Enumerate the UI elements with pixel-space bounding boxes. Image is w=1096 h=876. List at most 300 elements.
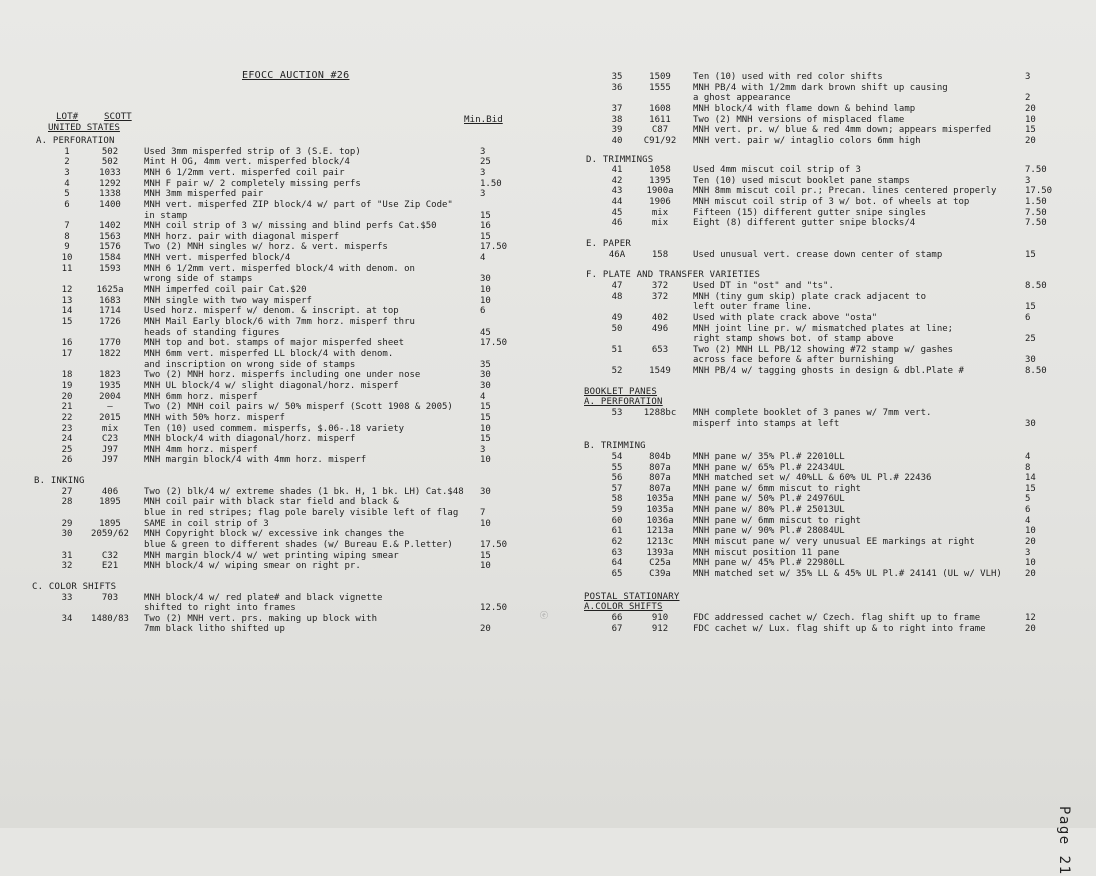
min-bid: 7.50 [1025, 218, 1047, 229]
lot-number: 63 [611, 547, 623, 558]
section-subheading: A. PERFORATION [584, 397, 663, 408]
lot-description: MNH imperfed coil pair Cat.$20 [144, 285, 307, 296]
lot-row [580, 218, 1050, 229]
min-bid: 15 [1025, 249, 1036, 260]
lot-description: Two (2) MNH horz. misperfs including one under nose [144, 370, 421, 381]
min-bid: 3 [1025, 175, 1031, 186]
lot-description: MNH pane w/ 50% Pl.# 24976UL [693, 494, 845, 505]
scott-number: 1549 [649, 366, 671, 377]
lot-row [26, 603, 508, 614]
lot-row [26, 614, 500, 625]
lot-number: 46 [611, 218, 623, 229]
lot-description: MNH block/4 w/ wiping smear on right pr. [144, 561, 361, 572]
lot-number: 11 [61, 263, 73, 274]
min-bid: 10 [480, 285, 491, 296]
min-bid: 20 [1025, 537, 1036, 548]
lot-description: MNH miscut position 11 pane [693, 547, 840, 558]
scott-number: 2015 [99, 412, 121, 423]
min-bid: 25 [480, 157, 491, 168]
scott-number: 910 [651, 612, 669, 623]
lot-row [26, 168, 500, 179]
scott-number: 1895 [99, 518, 121, 529]
scott-number: 1714 [99, 306, 121, 317]
lot-number: 66 [611, 612, 623, 623]
scott-number: 1213a [646, 526, 674, 537]
lot-row [26, 306, 500, 317]
section-heading: POSTAL STATIONARY [584, 591, 680, 602]
lot-number: 43 [611, 186, 623, 197]
min-bid: 2 [1025, 93, 1031, 104]
scott-number: mix [101, 423, 119, 434]
lot-row [580, 176, 1050, 187]
lot-description: Two (2) MNH versions of misplaced flame [693, 114, 905, 125]
lot-description: in stamp [144, 210, 188, 221]
scott-number: 1402 [99, 221, 121, 232]
min-bid: 20 [1025, 135, 1036, 146]
lot-row [580, 569, 1050, 580]
scott-number: 1400 [99, 199, 121, 210]
lot-description: MNH miscut coil strip of 3 w/ bot. of wheels at top [693, 197, 970, 208]
lot-row [26, 370, 500, 381]
lot-description: and inscription on wrong side of stamps [144, 359, 356, 370]
scott-number: 1900a [646, 186, 674, 197]
lot-row [26, 296, 500, 307]
lot-row [26, 349, 500, 360]
lot-description: MNH F pair w/ 2 completely missing perfs [144, 178, 361, 189]
lot-number: 15 [61, 317, 73, 327]
lot-row [580, 208, 1050, 219]
lot-row [26, 624, 500, 635]
min-bid: 10 [1025, 526, 1036, 537]
scott-number: C87 [651, 125, 669, 136]
section-heading: F. PLATE AND TRANSFER VARIETIES [586, 270, 761, 281]
lot-row [26, 242, 508, 253]
section-heading: A. PERFORATION [36, 136, 115, 146]
lot-number: 38 [611, 114, 623, 125]
lot-row [580, 484, 1050, 495]
lot-description: MNH block/4 with diagonal/horz. misperf [144, 434, 356, 445]
left-column [26, 0, 508, 828]
lot-number: 3 [64, 167, 70, 178]
section-heading: C. COLOR SHIFTS [32, 581, 117, 592]
lot-row [26, 593, 500, 604]
lot-description: Ten (10) used miscut booklet pane stamps [693, 175, 910, 186]
scott-number: 1611 [649, 114, 671, 125]
min-bid: 30 [480, 380, 491, 391]
lot-row [26, 157, 500, 168]
lot-row [26, 189, 500, 200]
lot-number: 61 [611, 526, 623, 537]
lot-number: 41 [611, 165, 623, 176]
lot-number: 45 [611, 207, 623, 218]
lot-number: 13 [61, 295, 73, 306]
lot-row [580, 516, 1050, 527]
lot-row [580, 355, 1050, 366]
lot-description: Used 3mm misperfed strip of 3 (S.E. top) [144, 146, 361, 157]
scott-number: 2004 [99, 391, 121, 402]
lot-row [26, 497, 500, 508]
min-bid: 10 [480, 423, 491, 434]
lot-number: 9 [64, 242, 70, 253]
min-bid: 3 [480, 444, 486, 455]
lot-number: 49 [611, 312, 623, 323]
lot-number: 64 [611, 558, 623, 569]
lot-description: blue & green to different shades (w/ Bureau E.& P.letter) [144, 539, 453, 550]
min-bid: 20 [1025, 569, 1036, 579]
lot-row [580, 186, 1053, 197]
min-bid: 4 [1025, 515, 1031, 526]
lot-row [26, 434, 500, 445]
min-bid: 10 [480, 455, 491, 466]
scott-number: 1895 [99, 497, 121, 508]
min-bid: 15 [480, 402, 491, 413]
scott-number: 804b [649, 451, 671, 462]
lot-number: 22 [61, 412, 73, 423]
lot-row [26, 539, 508, 551]
min-bid: 15 [480, 550, 491, 561]
scott-number: 807a [649, 483, 671, 494]
min-bid: 4 [1025, 451, 1031, 462]
lot-description: right stamp shows bot. of stamp above [693, 334, 894, 345]
lot-row [580, 463, 1050, 474]
scott-number: 1608 [649, 103, 671, 114]
lot-description: MNH matched set w/ 40%LL & 60% UL Pl.# 22436 [693, 473, 932, 484]
min-bid: 30 [480, 370, 491, 381]
lot-description: Used DT in "ost" and "ts". [693, 280, 834, 291]
section-heading: B. INKING [34, 476, 85, 487]
lot-description: shifted to right into frames [144, 603, 296, 614]
lot-description: Used unusual vert. crease down center of stamp [693, 249, 943, 260]
lot-row [26, 402, 500, 413]
lot-number: 19 [61, 380, 73, 391]
lot-description: MNH 8mm miscut coil pr.; Precan. lines centered properly [693, 186, 997, 197]
scott-number: 807a [649, 462, 671, 473]
section-heading: D. TRIMMINGS [586, 154, 654, 165]
section-heading: E. PAPER [586, 239, 631, 250]
min-bid: 20 [480, 624, 491, 635]
lot-description: MNH 6mm vert. misperfed LL block/4 with denom. [144, 348, 394, 359]
lot-description: FDC cachet w/ Lux. flag shift up & to right into frame [693, 623, 986, 634]
lot-description: MNH PB/4 w/ tagging ghosts in design & dbl.Plate # [693, 366, 964, 377]
section-heading: B. TRIMMING [584, 441, 646, 452]
lot-number: 2 [64, 157, 70, 168]
lot-row [26, 529, 500, 540]
scott-number: 1625a [96, 285, 124, 296]
min-bid: 20 [1025, 623, 1036, 634]
smudge-mark: ⓔ [540, 611, 548, 620]
min-bid: 8 [1025, 462, 1031, 473]
scott-number: 1823 [99, 370, 121, 381]
lot-row [580, 313, 1050, 324]
lot-row [580, 613, 1050, 624]
lot-number: 65 [611, 569, 623, 579]
min-bid: 15 [480, 231, 491, 242]
lot-description: MNH pane w/ 65% Pl.# 22434UL [693, 462, 845, 473]
scott-number: 1393a [646, 547, 674, 558]
scott-number: 1555 [649, 82, 671, 93]
lot-row [26, 253, 500, 264]
lot-row [26, 147, 500, 158]
lot-description: MNH pane w/ 6mm miscut to right [693, 515, 861, 526]
lot-row [26, 317, 500, 328]
scott-number: — [107, 402, 113, 413]
min-bid: 6 [1025, 312, 1031, 323]
scott-number: 653 [651, 344, 669, 355]
scott-number: mix [651, 207, 669, 218]
scott-number: 1770 [99, 338, 121, 349]
scott-number: E21 [101, 561, 119, 572]
lot-number: 53 [611, 407, 623, 418]
lot-number: 18 [61, 370, 73, 381]
min-bid: 10 [1025, 114, 1036, 125]
lot-description: MNH joint line pr. w/ mismatched plates at line; [693, 323, 954, 334]
lot-row [26, 285, 500, 296]
min-bid: 15 [1025, 125, 1036, 136]
min-bid: 15 [480, 412, 491, 423]
lot-number: 37 [611, 103, 623, 114]
lot-row [580, 494, 1050, 505]
scott-number: 1035a [646, 494, 674, 505]
min-bid: 20 [1025, 103, 1036, 114]
lot-number: 30 [61, 529, 73, 540]
lot-number: 29 [61, 518, 73, 529]
lot-description: 7mm black litho shifted up [144, 624, 285, 635]
lot-number: 27 [61, 486, 73, 497]
lot-description: MNH top and bot. stamps of major misperfed sheet [144, 338, 405, 349]
scott-number: 496 [651, 323, 669, 334]
lot-description: MNH vert. misperfed ZIP block/4 w/ part of "Use Zip Code" [144, 199, 453, 210]
scott-number: 406 [101, 486, 119, 497]
lot-description: heads of standing figures [144, 327, 280, 338]
lot-number: 24 [61, 434, 73, 445]
lot-row [26, 424, 500, 435]
scott-number: 1292 [99, 178, 121, 189]
lot-description: MNH pane w/ 45% Pl.# 22980LL [693, 558, 845, 569]
right-column [580, 0, 1053, 828]
lot-row [26, 200, 500, 211]
lot-number: 48 [611, 291, 623, 302]
min-bid: 15 [1025, 483, 1036, 494]
min-bid: 3 [1025, 72, 1031, 82]
lot-description: Two (2) MNH coil pairs w/ 50% misperf (Scott 1908 & 2005) [144, 402, 453, 413]
scott-number: 1563 [99, 231, 121, 242]
min-bid: 17.50 [1025, 186, 1053, 197]
min-bid: 3 [480, 146, 486, 157]
lot-number: 25 [61, 444, 73, 455]
lot-row [26, 487, 500, 498]
scott-number: 1584 [99, 253, 121, 264]
lot-number: 4 [64, 178, 70, 189]
min-bid: 8.50 [1025, 280, 1047, 291]
lot-description: MNH matched set w/ 35% LL & 45% UL Pl.# 24141 (UL w/ VLH) [693, 569, 1002, 579]
lot-row [26, 274, 500, 285]
min-bid: 12.50 [480, 603, 508, 614]
section-subheading: A.COLOR SHIFTS [584, 602, 663, 613]
page-title: EFOCC AUCTION #26 [242, 70, 350, 81]
lot-description: MNH single with two way misperf [144, 295, 312, 306]
lot-number: 32 [61, 561, 73, 572]
lot-row [580, 334, 1050, 345]
lot-row [580, 537, 1050, 548]
scott-number: 1288bc [643, 407, 677, 418]
min-bid: 1.50 [480, 178, 502, 189]
lot-number: 26 [61, 455, 73, 466]
lot-description: Used 4mm miscut coil strip of 3 [693, 165, 861, 176]
scott-number: 372 [651, 291, 669, 302]
lot-number: 5 [64, 189, 70, 200]
page-number: Page 21 [1056, 806, 1072, 876]
lot-row [26, 360, 500, 371]
lot-row [580, 72, 1050, 83]
lot-row [26, 455, 500, 466]
lot-description: MNH complete booklet of 3 panes w/ 7mm vert. [693, 407, 932, 418]
scott-number: 1726 [99, 317, 121, 327]
min-bid-header: Min.Bid [464, 114, 503, 125]
lot-row [580, 83, 1050, 94]
lot-row [26, 561, 500, 572]
lot-number: 20 [61, 391, 73, 402]
min-bid: 15 [480, 434, 491, 445]
lot-row [580, 548, 1050, 559]
lot-number: 36 [611, 82, 623, 93]
lot-description: MNH coil pair with black star field and black & [144, 497, 399, 508]
lot-description: Used with plate crack above "osta" [693, 312, 878, 323]
min-bid: 14 [1025, 473, 1036, 484]
min-bid: 7.50 [1025, 165, 1047, 176]
lot-row [580, 505, 1050, 516]
scott-number: 158 [651, 249, 669, 260]
min-bid: 17.50 [480, 338, 508, 349]
scott-number: 1033 [99, 167, 121, 178]
lot-description: MNH Mail Early block/6 with 7mm horz. misperf thru [144, 317, 415, 327]
scott-number: C23 [101, 434, 119, 445]
lot-row [580, 624, 1050, 635]
lot-row [26, 413, 500, 424]
lot-description: MNH pane w/ 90% Pl.# 28084UL [693, 526, 845, 537]
min-bid: 30 [1025, 355, 1036, 366]
scott-number: 1338 [99, 189, 121, 200]
scott-number: 703 [101, 592, 119, 603]
min-bid: 10 [480, 561, 491, 572]
lot-row [580, 197, 1050, 208]
lot-description: MNH pane w/ 35% Pl.# 22010LL [693, 451, 845, 462]
lot-row [26, 264, 500, 275]
min-bid: 6 [1025, 505, 1031, 516]
min-bid: 3 [1025, 547, 1031, 558]
lot-row [26, 221, 500, 232]
lot-description: MNH miscut pane w/ very unusual EE markings at right [693, 537, 975, 548]
scott-number: 502 [101, 146, 119, 157]
lot-number: 21 [61, 402, 73, 413]
lot-number: 40 [611, 135, 623, 146]
lot-description: MNH (tiny gum skip) plate crack adjacent to [693, 291, 926, 302]
scott-number: 1058 [649, 165, 671, 176]
lot-description: MNH block/4 w/ red plate# and black vignette [144, 592, 383, 603]
lot-description: MNH margin block/4 with 4mm horz. misperf [144, 455, 367, 466]
lot-row [580, 473, 1050, 484]
lot-row [580, 136, 1050, 147]
lot-description: MNH pane w/ 6mm miscut to right [693, 483, 861, 494]
lot-number: 1 [64, 146, 70, 157]
min-bid: 45 [480, 327, 491, 338]
lot-number: 58 [611, 494, 623, 505]
lot-description: MNH Copyright block w/ excessive ink changes the [144, 529, 405, 540]
lot-row [580, 93, 1050, 104]
section-heading: BOOKLET PANES [584, 386, 658, 397]
min-bid: 7 [480, 508, 486, 518]
lot-number: 50 [611, 323, 623, 334]
lot-row [26, 551, 500, 562]
lot-description: Two (2) MNH LL PB/12 showing #72 stamp w/ gashes [693, 344, 954, 355]
lot-number: 55 [611, 462, 623, 473]
lot-description: Two (2) MNH singles w/ horz. & vert. misperfs [144, 242, 388, 253]
min-bid: 3 [480, 189, 486, 200]
lot-description: Used horz. misperf w/ denom. & inscript. at top [144, 306, 399, 317]
lot-row [26, 338, 508, 349]
lot-number: 33 [61, 592, 73, 603]
lot-row [26, 179, 500, 190]
lot-description: misperf into stamps at left [693, 418, 840, 429]
lot-description: Ten (10) used with red color shifts [693, 72, 883, 82]
scott-number: 1593 [99, 263, 121, 274]
lot-number: 8 [64, 231, 70, 242]
min-bid: 3 [480, 167, 486, 178]
lot-description: MNH vert. misperfed block/4 [144, 253, 291, 264]
scott-number: C91/92 [643, 135, 677, 146]
scott-number: C39a [649, 569, 671, 579]
scott-number: 1395 [649, 175, 671, 186]
lot-row [26, 232, 500, 243]
min-bid: 17.50 [480, 242, 508, 253]
min-bid: 35 [480, 359, 491, 370]
lot-row [580, 292, 1050, 303]
scott-number: 1683 [99, 295, 121, 306]
scott-number: 912 [651, 623, 669, 634]
lot-number: 67 [611, 623, 623, 634]
lot-row [26, 392, 500, 403]
min-bid: 10 [480, 518, 491, 529]
lot-number: 60 [611, 515, 623, 526]
lot-description: MNH horz. pair with diagonal misperf [144, 231, 340, 242]
min-bid: 12 [1025, 612, 1036, 623]
lot-number: 52 [611, 366, 623, 377]
scott-number: C32 [101, 550, 119, 561]
min-bid: 16 [480, 221, 491, 232]
scott-number: 2059/62 [91, 529, 129, 540]
scott-number: J97 [101, 444, 119, 455]
scott-number: 502 [101, 157, 119, 168]
lot-description: MNH 4mm horz. misperf [144, 444, 258, 455]
lot-description: FDC addressed cachet w/ Czech. flag shift up to frame [693, 612, 981, 623]
scott-number: 372 [651, 280, 669, 291]
lot-description: Fifteen (15) different gutter snipe singles [693, 207, 926, 218]
min-bid: 4 [480, 253, 486, 264]
page-label-vertical [1056, 716, 1096, 876]
lot-description: Eight (8) different gutter snipe blocks/4 [693, 218, 916, 229]
min-bid: 1.50 [1025, 197, 1047, 208]
lot-number: 47 [611, 280, 623, 291]
lot-description: MNH pane w/ 80% Pl.# 25013UL [693, 505, 845, 516]
lot-row [26, 381, 500, 392]
lot-row [580, 345, 1050, 356]
lot-row [580, 408, 1050, 419]
lot-description: MNH 6 1/2mm vert. misperfed coil pair [144, 167, 345, 178]
min-bid: 15 [1025, 302, 1036, 313]
lot-row [580, 366, 1050, 377]
scott-number: 1906 [649, 197, 671, 208]
lot-number: 7 [64, 221, 70, 232]
lot-description: MNH vert. pair w/ intaglio colors 6mm high [693, 135, 921, 146]
